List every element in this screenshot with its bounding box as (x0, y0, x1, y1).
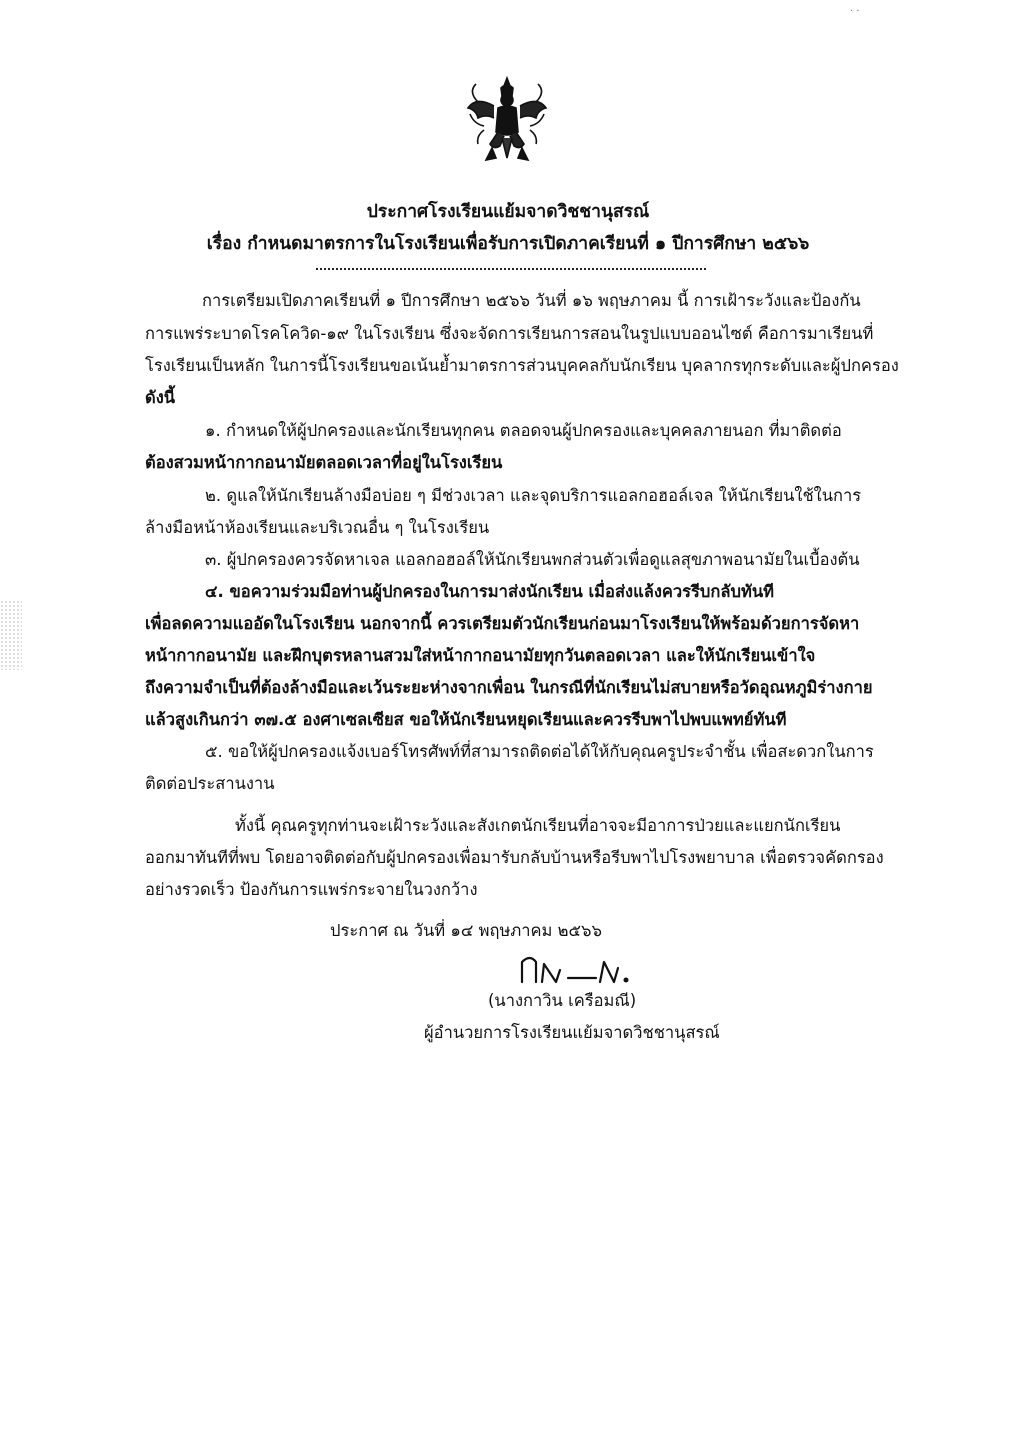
intro-line: การเตรียมเปิดภาคเรียนที่ ๑ ปีการศึกษา ๒๕๖๖ วันที่ ๑๖ พฤษภาคม นี้ การเฝ้าระวังและป้องกัน (202, 291, 861, 310)
measure-item-2: ๒. ดูแลให้นักเรียนล้างมือบ่อย ๆ มีช่วงเวลา และจุดบริการแอลกอฮอล์เจล ให้นักเรียนใช้ในการ (205, 486, 862, 505)
intro-line: การแพร่ระบาดโรคโควิด-๑๙ ในโรงเรียน ซึ่งจะจัดการเรียนการสอนในรูปแบบออนไซต์ คือการมาเรียนที่ (145, 324, 874, 343)
scan-noise (0, 600, 22, 670)
measure-item-4-cont: แล้วสูงเกินกว่า ๓๗.๕ องศาเซลเซียส ขอให้นักเรียนหยุดเรียนและควรรีบพาไปพบแพทย์ทันที (145, 710, 787, 729)
measure-item-1-cont: ต้องสวมหน้ากากอนามัยตลอดเวลาที่อยู่ในโรงเรียน (145, 453, 503, 472)
measure-item-4-cont: เพื่อลดความแออัดในโรงเรียน นอกจากนี้ ควรเตรียมตัวนักเรียนก่อนมาโรงเรียนให้พร้อมด้วยการจัดหา (145, 614, 860, 633)
measure-item-5: ๕. ขอให้ผู้ปกครองแจ้งเบอร์โทรศัพท์ที่สามารถติดต่อได้ให้กับคุณครูประจำชั้น เพื่อสะดวกในการ (205, 742, 874, 761)
handwritten-signature (516, 952, 646, 988)
measure-item-4-cont: ถึงความจำเป็นที่ต้องล้างมือและเว้นระยะห่างจากเพื่อน ในกรณีที่นักเรียนไม่สบายหรือวัดอุณหภูมิร่างกาย (145, 678, 873, 697)
measure-item-3: ๓. ผู้ปกครองควรจัดหาเจล แอลกอฮอล์ให้นักเรียนพกส่วนตัวเพื่อดูแลสุขภาพอนามัยในเบื้องต้น (205, 550, 860, 569)
dotted-divider (316, 268, 706, 270)
announcement-date: ประกาศ ณ วันที่ ๑๔ พฤษภาคม ๒๕๖๖ (330, 921, 602, 940)
announcement-title: ประกาศโรงเรียนแย้มจาดวิชชานุสรณ์ (366, 202, 650, 222)
signatory-position: ผู้อำนวยการโรงเรียนแย้มจาดวิชชานุสรณ์ (424, 1023, 720, 1042)
signatory-name: (นางกาวิน เครือมณี) (488, 991, 637, 1010)
closing-line: ออกมาทันทีที่พบ โดยอาจติดต่อกับผู้ปกครองเพื่อมารับกลับบ้านหรือรีบพาไปโรงพยาบาล เพื่อตรวจคัดกรอง (145, 848, 884, 867)
closing-line: อย่างรวดเร็ว ป้องกันการแพร่กระจายในวงกว้าง (145, 880, 478, 899)
intro-line: โรงเรียนเป็นหลัก ในการนี้โรงเรียนขอเน้นย้ำมาตรการส่วนบุคคลกับนักเรียน บุคลากรทุกระดับและผู้ปกครอง (145, 356, 899, 375)
garuda-emblem-icon (464, 74, 550, 166)
measure-item-1: ๑. กำหนดให้ผู้ปกครองและนักเรียนทุกคน ตลอดจนผู้ปกครองและบุคคลภายนอก ที่มาติดต่อ (205, 421, 842, 440)
measure-item-4: ๔. ขอความร่วมมือท่านผู้ปกครองในการมาส่งนักเรียน เมื่อส่งแล้งควรรีบกลับทันที (205, 582, 774, 601)
measure-item-2-cont: ล้างมือหน้าห้องเรียนและบริเวณอื่น ๆ ในโรงเรียน (145, 518, 490, 537)
intro-line: ดังนี้ (145, 388, 176, 407)
measure-item-5-cont: ติดต่อประสานงาน (145, 774, 275, 793)
announcement-subject: เรื่อง กำหนดมาตรการในโรงเรียนเพื่อรับการเปิดภาคเรียนที่ ๑ ปีการศึกษา ๒๕๖๖ (206, 234, 810, 254)
corner-speck-mark: · · (850, 6, 860, 17)
closing-line: ทั้งนี้ คุณครูทุกท่านจะเฝ้าระวังและสังเกตนักเรียนที่อาจจะมีอาการป่วยและแยกนักเรียน (235, 816, 841, 835)
measure-item-4-cont: หน้ากากอนามัย และฝึกบุตรหลานสวมใส่หน้ากากอนามัยทุกวันตลอดเวลา และให้นักเรียนเข้าใจ (145, 646, 816, 665)
